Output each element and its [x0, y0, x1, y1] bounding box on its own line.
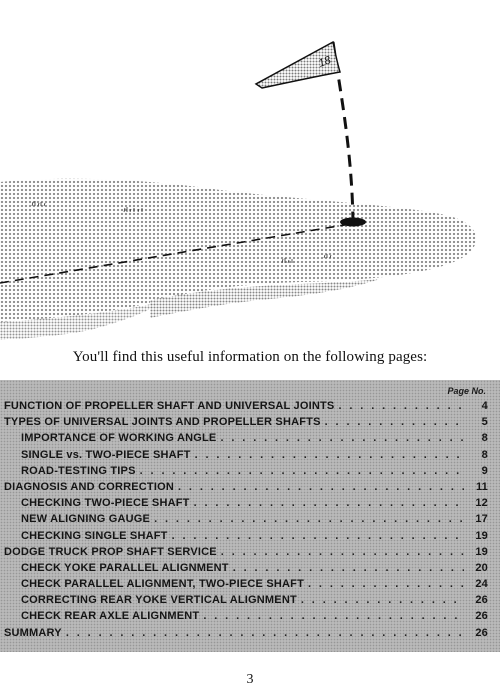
toc-entry-page: 20 [475, 561, 488, 574]
toc-leader-dots [140, 463, 464, 479]
toc-entry-page: 17 [475, 513, 488, 526]
page-number: 3 [246, 672, 254, 687]
toc-entry-page: 19 [475, 545, 488, 558]
toc-leader-dots [308, 576, 464, 592]
toc-entry-page: 8 [481, 448, 488, 461]
toc-entry-label: NEW ALIGNING GAUGE [21, 513, 151, 526]
toc-entry [0, 447, 500, 463]
toc-entry-label: CHECK YOKE PARALLEL ALIGNMENT [21, 561, 229, 574]
toc-leader-dots [203, 608, 464, 624]
toc-leader-dots [301, 592, 464, 608]
toc-entry-label: IMPORTANCE OF WORKING ANGLE [21, 432, 217, 445]
toc-entry [0, 479, 500, 495]
toc-leader-dots [195, 447, 464, 463]
intro-text: You'll find this useful information on the following pages: [72, 349, 428, 365]
toc-entry-label: ROAD-TESTING TIPS [21, 464, 136, 477]
toc-entry-page: 11 [475, 480, 488, 493]
toc-leader-dots [154, 511, 464, 527]
toc-entry [0, 625, 500, 641]
toc-entry-label: CHECKING TWO-PIECE SHAFT [21, 497, 190, 510]
toc-entry [0, 576, 500, 592]
toc-entry-label: DODGE TRUCK PROP SHAFT SERVICE [4, 545, 217, 558]
toc-entry [0, 398, 500, 414]
toc-leader-dots [233, 560, 464, 576]
toc-entry [0, 608, 500, 624]
toc-entry-page: 24 [475, 578, 488, 591]
toc-entry [0, 544, 500, 560]
golf-green-illustration [0, 0, 500, 340]
toc-leader-dots [220, 430, 464, 446]
toc-entry-label: SUMMARY [4, 626, 62, 639]
toc-entry-label: CHECKING SINGLE SHAFT [21, 529, 168, 542]
page-number-header: Page No. [447, 386, 486, 396]
toc-entry [0, 511, 500, 527]
toc-entry-label: FUNCTION OF PROPELLER SHAFT AND UNIVERSAL JOINTS [4, 400, 335, 412]
toc-entry-page: 4 [481, 400, 488, 412]
toc-entry-page: 5 [481, 416, 488, 429]
toc-leader-dots [194, 495, 464, 511]
toc-entry-page: 19 [475, 529, 488, 542]
toc-entry-label: CHECK PARALLEL ALIGNMENT, TWO-PIECE SHAFT [21, 578, 304, 591]
toc-leader-dots [325, 414, 464, 430]
toc-entry [0, 463, 500, 479]
toc-entry-page: 26 [475, 626, 488, 639]
toc-list [0, 398, 500, 641]
toc-leader-dots [66, 625, 464, 641]
toc-entry [0, 528, 500, 544]
toc-entry-label: TYPES OF UNIVERSAL JOINTS AND PROPELLER SHAFTS [4, 416, 321, 429]
toc-leader-dots [172, 528, 464, 544]
toc-entry [0, 430, 500, 446]
toc-entry-page: 26 [475, 610, 488, 623]
toc-entry-page: 26 [475, 594, 488, 607]
table-of-contents [0, 380, 500, 652]
toc-leader-dots [178, 479, 464, 495]
flag-number: 18 [316, 54, 333, 70]
toc-leader-dots [221, 544, 464, 560]
toc-entry-label: DIAGNOSIS AND CORRECTION [4, 480, 175, 493]
toc-entry-page: 12 [475, 497, 488, 510]
toc-entry [0, 495, 500, 511]
toc-entry-label: CHECK REAR AXLE ALIGNMENT [21, 610, 200, 623]
toc-entry-label: SINGLE vs. TWO-PIECE SHAFT [21, 448, 191, 461]
toc-entry [0, 414, 500, 430]
toc-entry-page: 8 [481, 432, 488, 445]
toc-entry [0, 560, 500, 576]
toc-entry [0, 592, 500, 608]
toc-entry-label: CORRECTING REAR YOKE VERTICAL ALIGNMENT [21, 594, 297, 607]
toc-leader-dots [338, 398, 464, 414]
toc-entry-page: 9 [481, 464, 488, 477]
